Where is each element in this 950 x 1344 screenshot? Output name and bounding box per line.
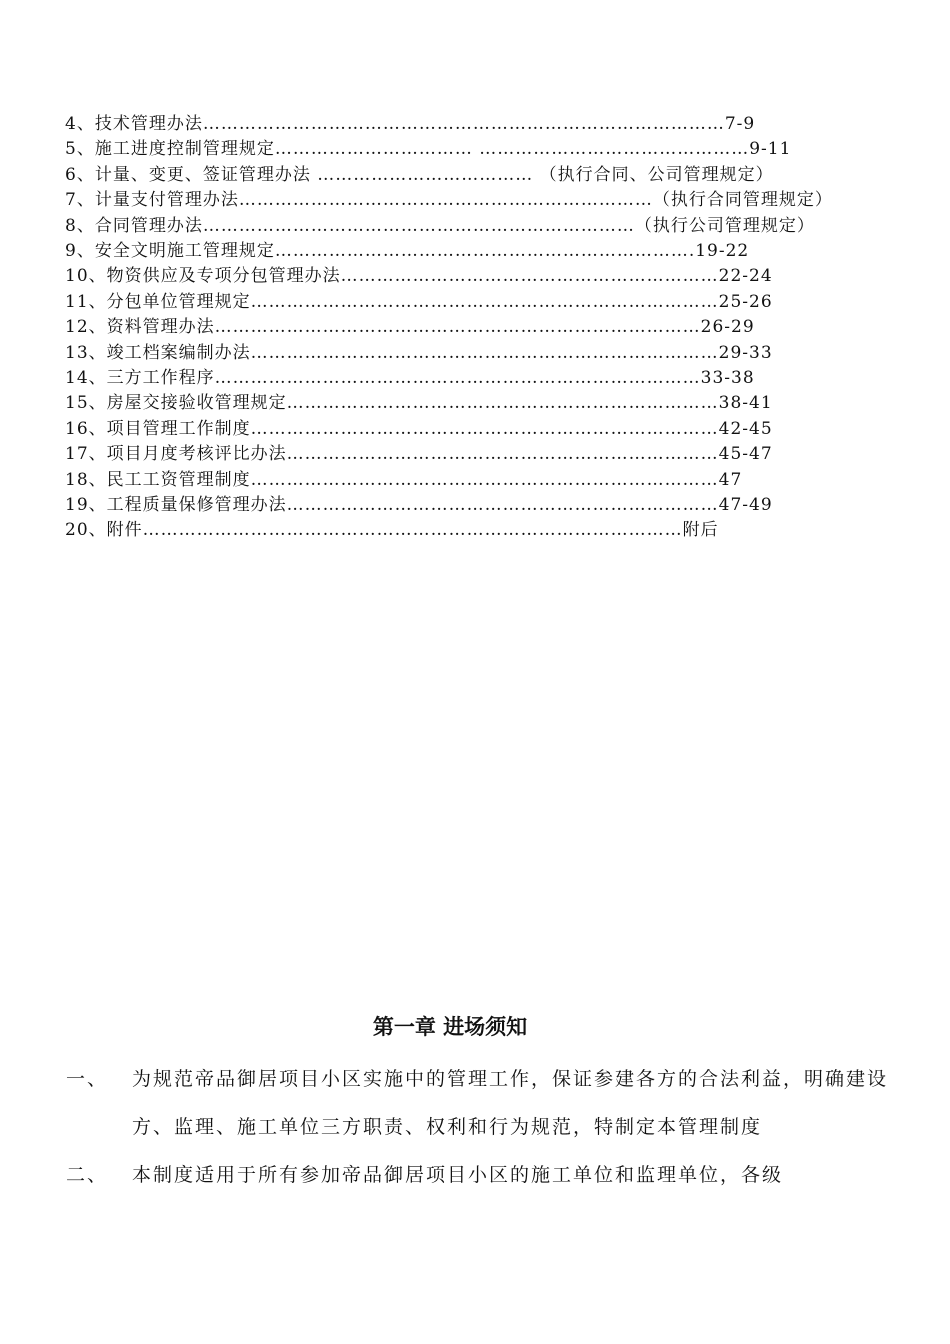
clause-number: 一、 [66,1068,109,1090]
clause-item [66,1055,896,1151]
table-of-contents [65,112,887,544]
toc-entry: 11、分包单位管理规定……………………………………………………………………25-26 [65,291,773,312]
toc-entry: 4、技术管理办法……………………………………………………………………………7-9 [65,114,756,134]
toc-entry: 18、民工工资管理制度……………………………………………………………………47 [65,469,743,490]
toc-entry: 15、房屋交接验收管理规定………………………………………………………………38-41 [65,393,773,414]
toc-entry: 16、项目管理工作制度……………………………………………………………………42-45 [65,418,773,439]
toc-entry: 13、竣工档案编制办法……………………………………………………………………29-33 [65,342,773,363]
toc-entry: 17、项目月度考核评比办法………………………………………………………………45-47 [65,444,773,465]
clause-number: 二、 [66,1164,109,1186]
toc-entry: 10、物资供应及专项分包管理办法………………………………………………………22-24 [65,266,773,287]
toc-entry: 12、资料管理办法………………………………………………………………………26-29 [65,317,755,338]
toc-entry: 9、安全文明施工管理规定…………………………………………………………….19-22 [65,241,750,261]
clause-list [66,1055,896,1199]
toc-entry: 8、合同管理办法………………………………………………………………（执行公司管理规定） [65,215,815,236]
toc-entry: 5、施工进度控制管理规定…………………………… ………………………………………9-11 [65,139,792,160]
toc-entry: 19、工程质量保修管理办法………………………………………………………………47-49 [65,494,773,515]
chapter-title: 第一章 进场须知 [372,1015,528,1039]
toc-entry: 20、附件………………………………………………………………………………附后 [65,520,719,541]
clause-text: 为规范帝品御居项目小区实施中的管理工作，保证参建各方的合法利益，明确建设方、监理、施工单位三方职责、权利和行为规范，特制定本管理制度 [132,1068,889,1138]
clause-text: 本制度适用于所有参加帝品御居项目小区的施工单位和监理单位，各级 [132,1164,784,1186]
toc-entry: 6、计量、变更、签证管理办法 ……………………………… （执行合同、公司管理规定） [65,164,774,185]
toc-entry: 7、计量支付管理办法……………………………………………………………（执行合同管理规定） [65,190,833,211]
toc-entry: 14、三方工作程序………………………………………………………………………33-38 [65,367,755,388]
clause-item [66,1151,896,1199]
